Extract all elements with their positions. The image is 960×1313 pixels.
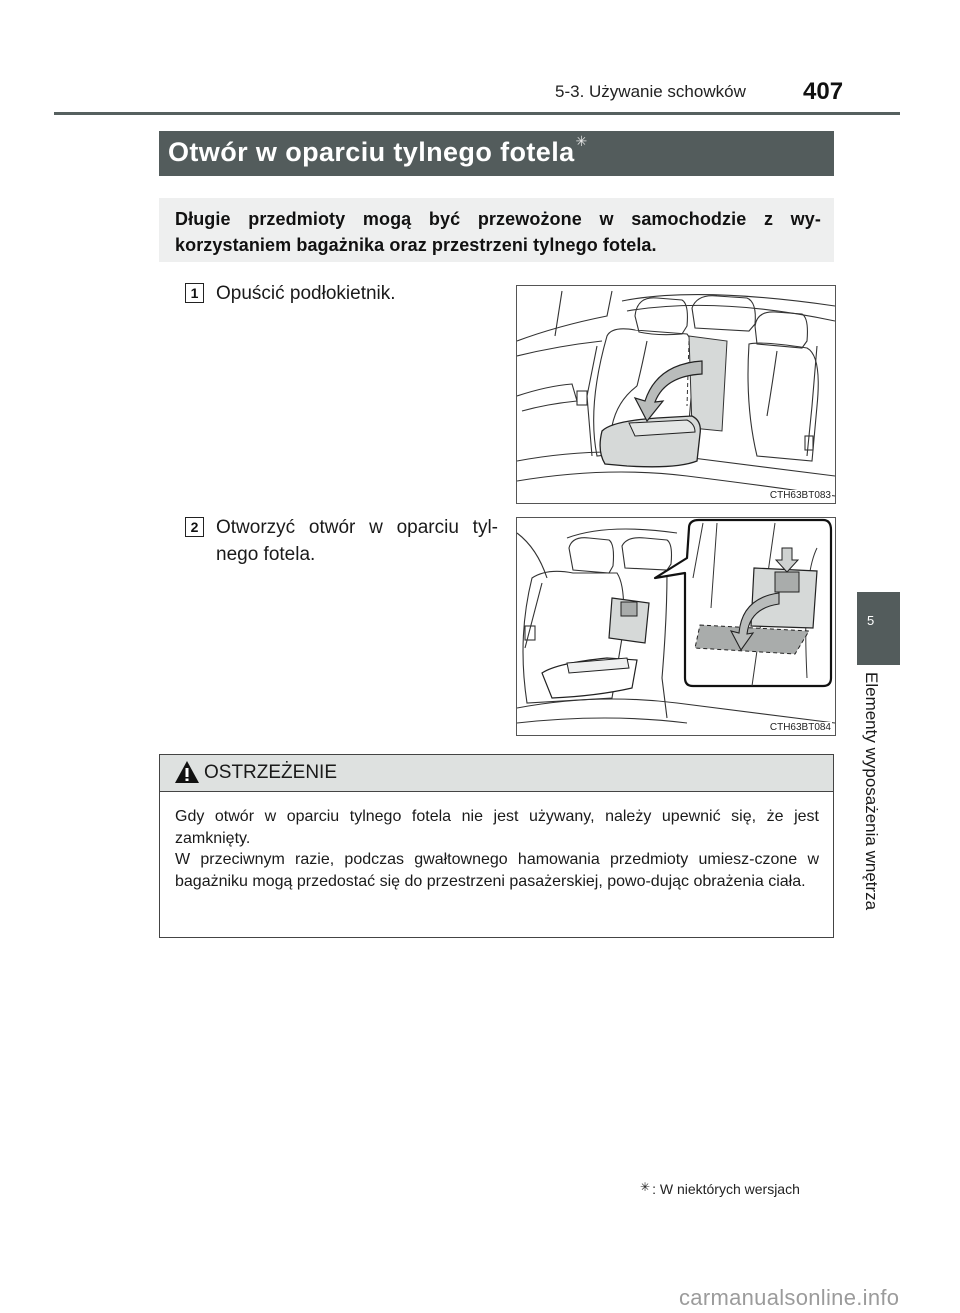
step-number-2: 2 <box>185 517 204 537</box>
warning-header <box>160 755 833 792</box>
section-title <box>168 133 588 168</box>
header-divider <box>54 112 900 115</box>
asterisk-icon: ✳ <box>640 1180 651 1194</box>
figure-code: CTH63BT084 <box>769 722 831 733</box>
running-header-section: 5-3. Używanie schowków <box>555 82 746 101</box>
warning-triangle-icon <box>174 760 200 784</box>
section-title-bar <box>159 131 834 176</box>
chapter-label-container <box>861 672 891 942</box>
watermark: carmanualsonline.info <box>679 1285 900 1310</box>
chapter-tab <box>857 592 900 665</box>
page-number: 407 <box>803 78 844 105</box>
asterisk-icon: ✳ <box>575 133 588 149</box>
pass-through-illustration <box>517 518 835 735</box>
chapter-number: 5 <box>867 613 875 628</box>
figure-open-pass-through <box>516 517 836 736</box>
warning-paragraph: W przeciwnym razie, podczas gwałtownego hamowania przedmioty umiesz-czone w bagażniku mogą przedostać się do przestrzeni pasażerskiej, powo-dując obrażenia ciała. <box>175 851 819 890</box>
footnote-text: : W niektórych wersjach <box>652 1181 800 1197</box>
intro-box <box>159 198 834 262</box>
intro-text: Długie przedmioty mogą być przewożone w samochodzie z wy-korzystaniem bagażnika oraz przestrzeni tylnego fotela. <box>175 209 821 255</box>
step-text-1: Opuścić podłokietnik. <box>216 283 396 304</box>
warning-title: OSTRZEŻENIE <box>204 762 338 783</box>
figure-code: CTH63BT083 <box>769 490 831 501</box>
section-title-text: Otwór w oparciu tylnego fotela <box>168 137 575 167</box>
warning-box <box>159 754 834 938</box>
step-number-1: 1 <box>185 283 204 303</box>
armrest-illustration <box>517 286 835 503</box>
warning-paragraph: Gdy otwór w oparciu tylnego fotela nie jest używany, należy upewnić się, że jest zamknięty. <box>175 808 819 847</box>
footnote <box>640 1181 800 1197</box>
figure-lower-armrest <box>516 285 836 504</box>
chapter-label: Elementy wyposażenia wnętrza <box>862 672 881 911</box>
warning-body <box>175 806 819 892</box>
step-text-2: Otworzyć otwór w oparciu tyl-nego fotela. <box>216 517 498 565</box>
